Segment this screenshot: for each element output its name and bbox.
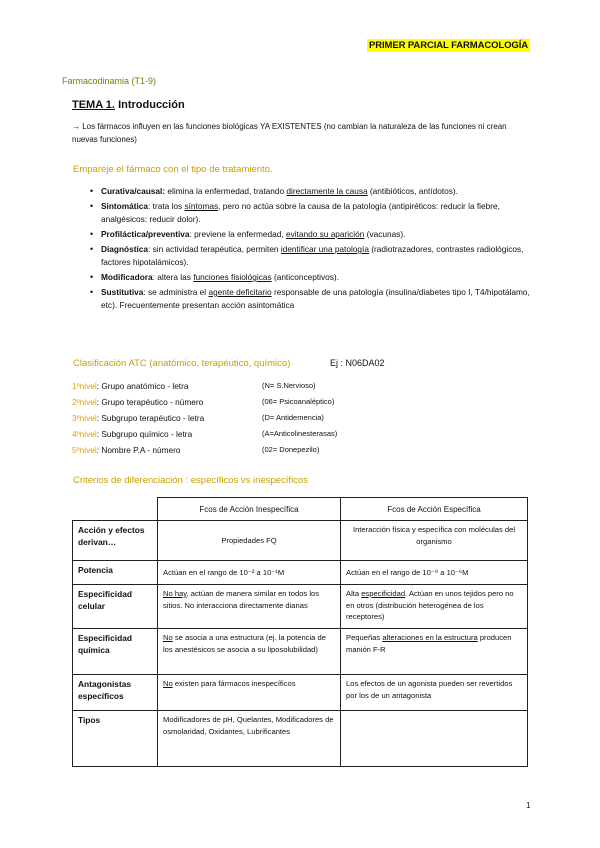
list-item: 4ºnivel: Subgrupo químico - letra (A=Anticolinesterasas): [72, 429, 338, 439]
tema-title: Introducción: [118, 99, 185, 111]
list-item: • Sustitutiva: se administra el agente deficitario responsable de una patología (insulina/diabetes tipo I, T4/hipotálamo, etc). Frecuentemente presentan acción asintomática: [90, 286, 530, 312]
col-header-especifica: Fcos de Acción Específica: [341, 498, 528, 521]
table-cell: Alta especificidad. Actúan en unos tejidos pero no en otros (distribución heterogénea de los receptores): [341, 585, 528, 629]
table-row: [73, 561, 528, 585]
page-number: 1: [526, 801, 531, 810]
list-item: 2ºnivel: Grupo terapéutico - número (06= Psicoanaléptico): [72, 397, 335, 407]
treatment-list: [90, 185, 530, 314]
table-cell: Pequeñas alteraciones en la estructura producen manión F-R: [341, 629, 528, 675]
table-cell: No existen para fármacos inespecíficos: [158, 675, 341, 711]
table-row: [73, 629, 528, 675]
list-item: • Diagnóstica: sin actividad terapéutica, permiten identificar una patología (radiotrazadores, contrastes radiológicos, factores hipotalámicos).: [90, 243, 530, 269]
treatment-heading: Empareje el fármaco con el tipo de tratamiento.: [73, 164, 273, 175]
page-header-title: PRIMER PARCIAL FARMACOLOGÍA: [369, 40, 528, 51]
list-item: • Curativa/causal: elimina la enfermedad, tratando directamente la causa (antibióticos, antídotos).: [90, 185, 530, 198]
col-header-inespecifica: Fcos de Acción Inespecífica: [158, 498, 341, 521]
table-cell: Los efectos de un agonista pueden ser revertidos por los de un antagonista: [341, 675, 528, 711]
table-cell: Propiedades FQ: [158, 521, 341, 561]
table-cell: No hay, actúan de manera similar en todos los sitios. No interacciona directamente dianas: [158, 585, 341, 629]
table-row: [73, 675, 528, 711]
table-cell: [341, 711, 528, 767]
row-label: Especificidad celular: [73, 585, 158, 629]
table-cell: Interacción física y específica con moléculas del organismo: [341, 521, 528, 561]
list-item: • Modificadora: altera las funciones fisiológicas (anticonceptivos).: [90, 271, 530, 284]
row-label: Especificidad química: [73, 629, 158, 675]
list-item: • Sintomática: trata los síntomas, pero no actúa sobre la causa de la patología (antipiréticos: reducir la fiebre, analgésicos: reducir dolor).: [90, 200, 530, 226]
section-subtitle: Farmacodinamia (T1-9): [62, 76, 157, 86]
tema-number: TEMA 1.: [72, 99, 115, 111]
row-label: Acción y efectos derivan…: [73, 521, 158, 561]
table-cell: No se asocia a una estructura (ej. la potencia de los anestésicos se asocia a su liposolubilidad): [158, 629, 341, 675]
list-item: • Profiláctica/preventiva: previene la enfermedad, evitando su aparición (vacunas).: [90, 228, 530, 241]
list-item: 5ºnivel: Nombre P.A - número (02= Donepezilo): [72, 445, 320, 455]
list-item: 3ºnivel: Subgrupo terapéutico - letra (D= Antidemencia): [72, 413, 324, 423]
table-cell: Actúan en el rango de 10⁻² a 10⁻¹M: [158, 561, 341, 585]
criteria-heading: Criterios de diferenciación : específicos vs inespecíficos: [73, 475, 308, 486]
intro-paragraph: → Los fármacos influyen en las funciones biológicas YA EXISTENTES (no cambian la naturaleza de las funciones ni crean nuevas funciones): [72, 122, 507, 144]
table-corner: [73, 498, 158, 521]
row-label: Antagonistas específicos: [73, 675, 158, 711]
row-label: Tipos: [73, 711, 158, 767]
row-label: Potencia: [73, 561, 158, 585]
list-item: 1ºnivel: Grupo anatómico - letra (N= S.Nervioso): [72, 381, 316, 391]
table-row: [73, 585, 528, 629]
atc-heading: Clasificación ATC (anatómico, terapéutico, químico): [73, 358, 291, 369]
tema-heading: [72, 99, 185, 111]
table-cell: Modificadores de pH, Quelantes, Modificadores de osmolaridad, Oxidantes, Lubrificantes: [158, 711, 341, 767]
table-row: [73, 711, 528, 767]
atc-levels: [72, 381, 338, 461]
table-cell: Actúan en el rango de 10⁻⁹ a 10⁻⁶M: [341, 561, 528, 585]
atc-example: Ej : N06DA02: [330, 358, 385, 368]
table-row: [73, 521, 528, 561]
criteria-table: [72, 497, 528, 767]
table-header-row: [73, 498, 528, 521]
